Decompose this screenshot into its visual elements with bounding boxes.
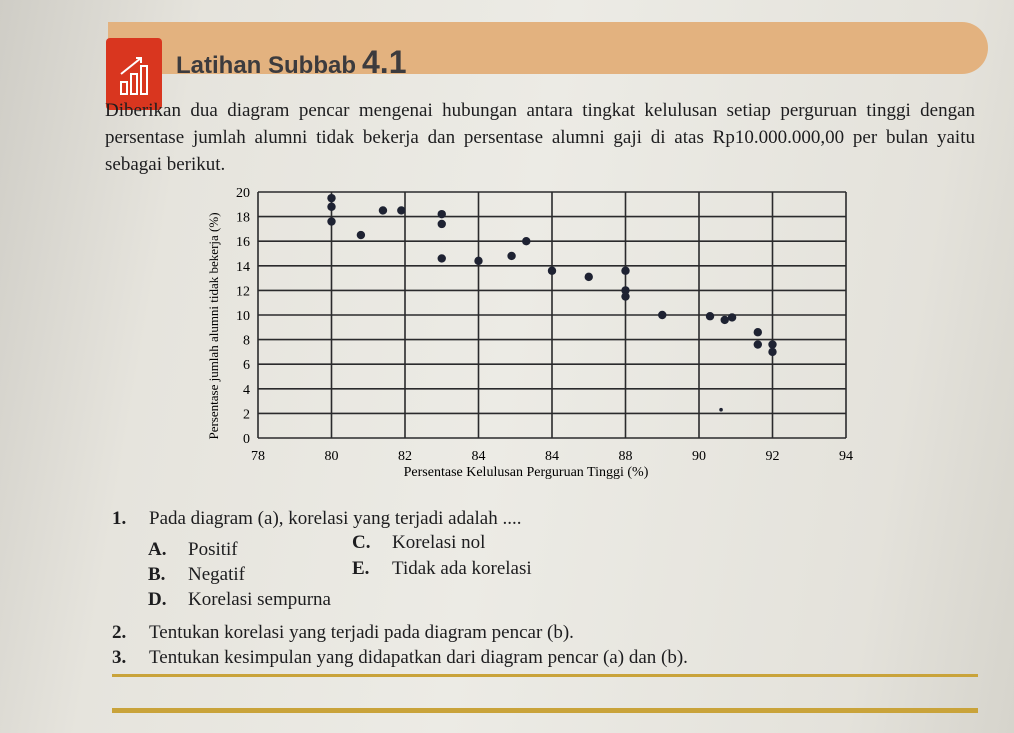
question-number: 1. — [112, 508, 127, 529]
y-tick-label: 2 — [243, 407, 250, 423]
option-d[interactable] — [148, 589, 331, 611]
y-tick-label: 10 — [236, 309, 250, 324]
section-title-text: Latihan Subbab — [176, 52, 356, 79]
data-point — [768, 340, 776, 348]
option-a[interactable] — [148, 539, 238, 561]
intro-paragraph: Diberikan dua diagram pencar mengenai hubungan antara tingkat kelulusan setiap perguruan tinggi dengan persentase jumlah alumni tidak bekerja dan persentase alumni gaji di atas Rp10.000.000,00 per bulan yaitu sebagai berikut. — [105, 100, 975, 175]
data-point — [379, 206, 387, 214]
data-point — [357, 231, 365, 239]
option-letter: C. — [352, 532, 371, 553]
data-point — [658, 311, 666, 319]
x-tick-label: 90 — [692, 449, 706, 464]
data-point — [768, 348, 776, 356]
y-tick-labels — [236, 186, 250, 447]
x-axis-label: Persentase Kelulusan Perguruan Tinggi (%) — [403, 465, 649, 480]
option-letter: E. — [352, 558, 370, 579]
option-text: Korelasi nol — [392, 532, 486, 553]
x-tick-label: 94 — [839, 449, 853, 464]
question-number: 2. — [112, 622, 127, 643]
data-point — [507, 252, 515, 260]
data-point — [438, 220, 446, 228]
y-tick-label: 14 — [236, 259, 250, 275]
data-point — [621, 267, 629, 275]
y-tick-label: 6 — [243, 358, 250, 374]
option-letter: A. — [148, 539, 167, 560]
option-letter: B. — [148, 564, 166, 585]
scatter-chart — [196, 186, 876, 486]
question-number: 3. — [112, 647, 127, 668]
data-point — [438, 210, 446, 218]
chart-grid — [258, 192, 846, 438]
data-point — [327, 203, 335, 211]
data-point — [719, 408, 723, 412]
option-letter: D. — [148, 589, 167, 610]
question-2 — [112, 622, 574, 644]
x-tick-label: 84 — [471, 449, 486, 464]
data-point — [728, 313, 736, 321]
y-tick-label: 20 — [236, 186, 250, 201]
y-tick-label: 4 — [243, 382, 250, 398]
y-tick-label: 12 — [236, 284, 250, 300]
question-1 — [112, 508, 521, 530]
x-tick-label: 84 — [545, 449, 559, 464]
data-point — [327, 217, 335, 225]
data-point — [474, 257, 482, 265]
x-tick-label: 82 — [398, 449, 412, 464]
data-point — [522, 237, 530, 245]
y-tick-label: 16 — [236, 235, 250, 251]
option-text: Korelasi sempurna — [188, 589, 331, 610]
data-point — [327, 194, 335, 202]
y-tick-label: 18 — [236, 210, 250, 226]
data-point — [438, 254, 446, 262]
option-text: Tidak ada korelasi — [392, 558, 532, 579]
bar-chart-icon — [119, 56, 149, 96]
x-tick-label: 92 — [765, 449, 780, 464]
option-c[interactable] — [352, 532, 485, 554]
option-e[interactable] — [352, 558, 532, 580]
x-tick-label: 78 — [251, 449, 265, 464]
section-title — [176, 44, 406, 81]
data-point — [754, 340, 762, 348]
data-point — [754, 328, 762, 336]
y-axis-label: Persentase jumlah alumni tidak bekerja (%) — [206, 212, 221, 440]
section-number: 4.1 — [362, 44, 407, 80]
y-tick-label: 8 — [243, 333, 250, 349]
option-b[interactable] — [148, 564, 245, 586]
option-text: Negatif — [188, 564, 245, 585]
data-point — [706, 312, 714, 320]
option-text: Positif — [188, 539, 238, 560]
footer-bar — [112, 708, 978, 713]
x-tick-label: 80 — [324, 449, 339, 464]
data-point — [621, 292, 629, 300]
data-point — [397, 206, 405, 214]
question-text: Pada diagram (a), korelasi yang terjadi adalah .... — [149, 508, 522, 529]
divider-line — [112, 674, 978, 677]
data-point — [585, 273, 593, 281]
data-point — [721, 316, 729, 324]
data-point — [548, 267, 556, 275]
question-3 — [112, 647, 688, 669]
x-tick-label: 88 — [618, 449, 633, 464]
x-tick-labels — [251, 449, 853, 464]
y-tick-label: 0 — [243, 432, 250, 447]
question-text: Tentukan korelasi yang terjadi pada diagram pencar (b). — [149, 622, 574, 643]
question-text: Tentukan kesimpulan yang didapatkan dari diagram pencar (a) dan (b). — [149, 647, 688, 668]
